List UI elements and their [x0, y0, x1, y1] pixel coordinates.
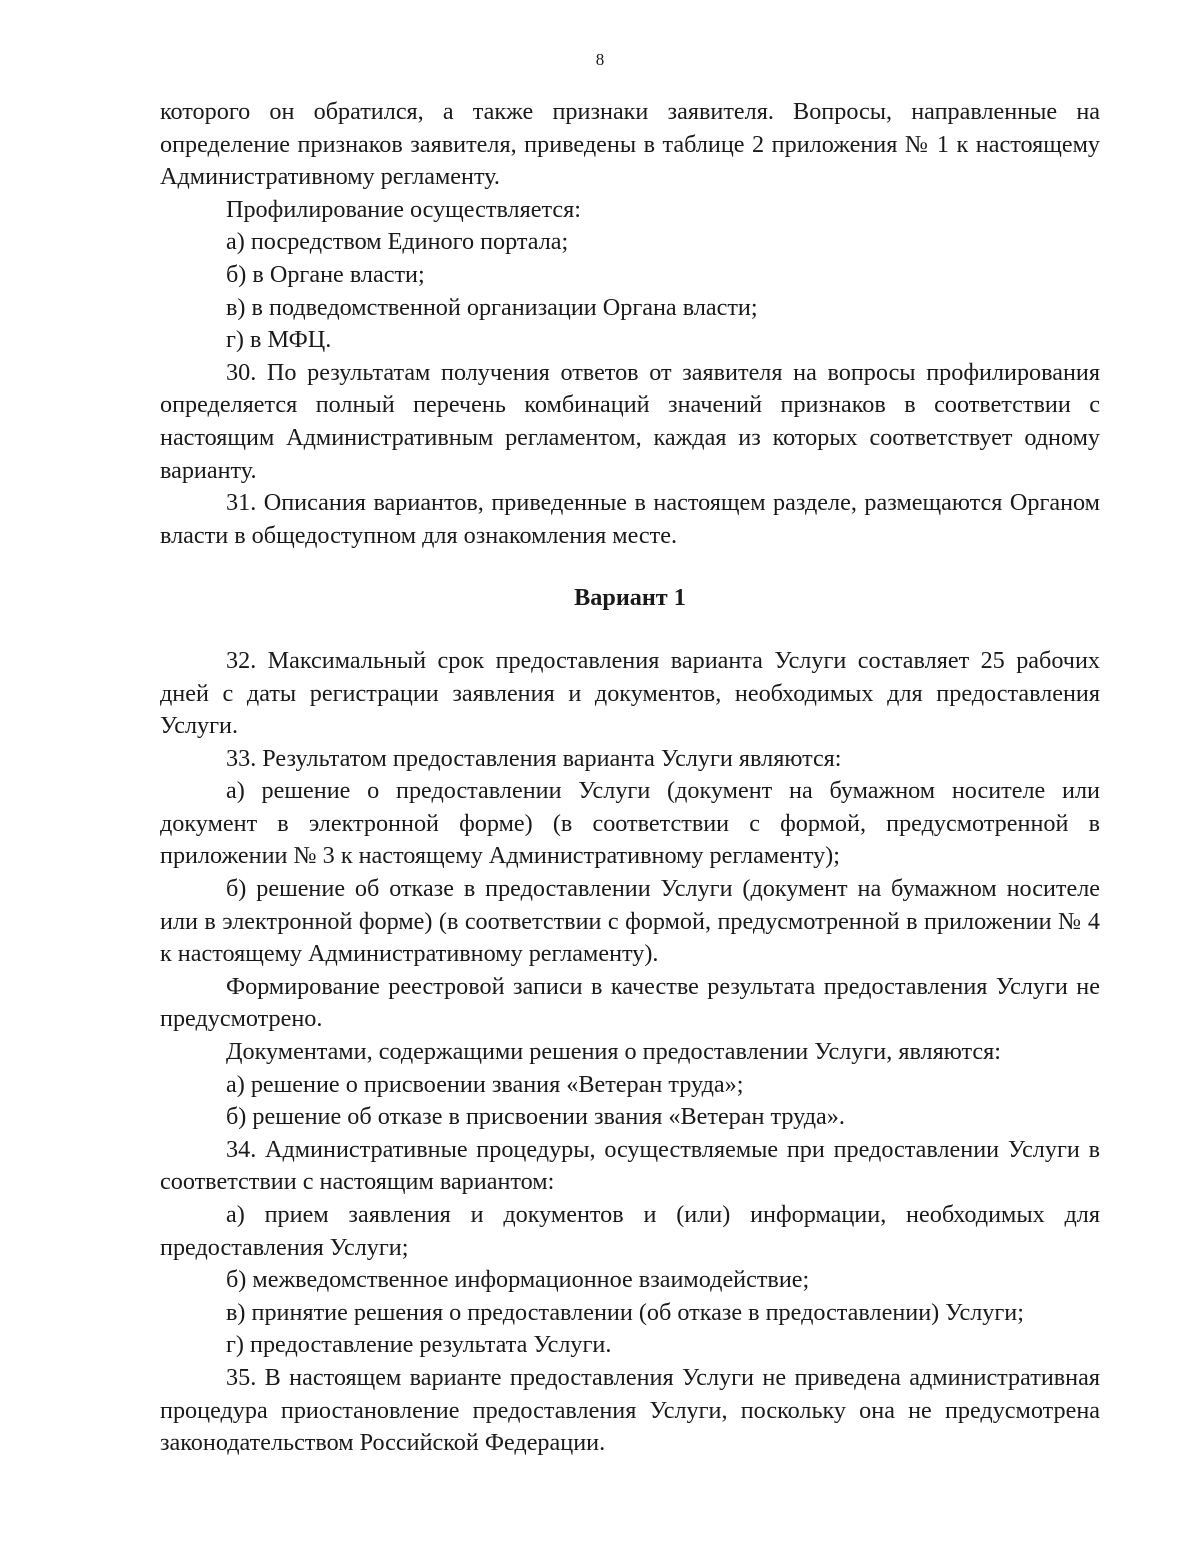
paragraph: г) предоставление результата Услуги. [226, 1331, 612, 1359]
paragraph: которого он обратился, а также признаки заявителя. Вопросы, направленные на определение признаков заявителя, приведены в таблице 2 приложения № 1 к настоящему Административному регламенту. [160, 98, 1100, 191]
variant-heading: Вариант 1 [574, 584, 686, 612]
paragraph: 31. Описания вариантов, приведенные в настоящем разделе, размещаются Органом власти в общедоступном для ознакомления месте. [160, 489, 1100, 549]
paragraph: б) решение об отказе в присвоении звания «Ветеран труда». [226, 1103, 845, 1131]
paragraph: а) посредством Единого портала; [226, 228, 569, 256]
section-profiling [160, 96, 1100, 552]
paragraph: в) в подведомственной организации Органа власти; [226, 293, 758, 321]
paragraph: б) решение об отказе в предоставлении Услуги (документ на бумажном носителе или в электронной форме) (в соответствии с формой, предусмотренной в приложении № 4 к настоящему Административному регламенту). [160, 875, 1100, 968]
paragraph: Документами, содержащими решения о предоставлении Услуги, являются: [226, 1038, 1001, 1066]
paragraph: Профилирование осуществляется: [226, 195, 581, 223]
paragraph: 33. Результатом предоставления варианта Услуги являются: [226, 744, 842, 772]
paragraph: г) в МФЦ. [226, 326, 332, 354]
paragraph: б) в Органе власти; [226, 260, 425, 288]
paragraph: 30. По результатам получения ответов от заявителя на вопросы профилирования определяется полный перечень комбинаций значений признаков в соответствии с настоящим Административным регламентом, каждая из которых соответствует одному варианту. [160, 358, 1100, 484]
paragraph: б) межведомственное информационное взаимодействие; [226, 1266, 810, 1294]
paragraph: Формирование реестровой записи в качестве результата предоставления Услуги не предусмотрено. [160, 972, 1100, 1033]
page-number: 8 [595, 50, 605, 69]
paragraph: а) решение о предоставлении Услуги (документ на бумажном носителе или документ в электронной форме) (в соответствии с формой, предусмотренной в приложении № 3 к настоящему Административному регламенту); [160, 777, 1100, 870]
paragraph: в) принятие решения о предоставлении (об отказе в предоставлении) Услуги; [226, 1298, 1024, 1326]
paragraph: а) прием заявления и документов и (или) информации, необходимых для предоставления Услуги; [160, 1201, 1100, 1261]
document-body [160, 96, 1100, 1460]
paragraph: а) решение о присвоении звания «Ветеран труда»; [226, 1070, 744, 1098]
paragraph: 32. Максимальный срок предоставления варианта Услуги составляет 25 рабочих дней с даты регистрации заявления и документов, необходимых для предоставления Услуги. [160, 646, 1100, 740]
paragraph: 35. В настоящем варианте предоставления Услуги не приведена административная процедура приостановление предоставления Услуги, поскольку она не предусмотрена законодательством Российской Федерации. [160, 1363, 1100, 1457]
paragraph: 34. Административные процедуры, осуществляемые при предоставлении Услуги в соответствии с настоящим вариантом: [160, 1135, 1100, 1196]
section-variant-1 [160, 645, 1100, 1460]
